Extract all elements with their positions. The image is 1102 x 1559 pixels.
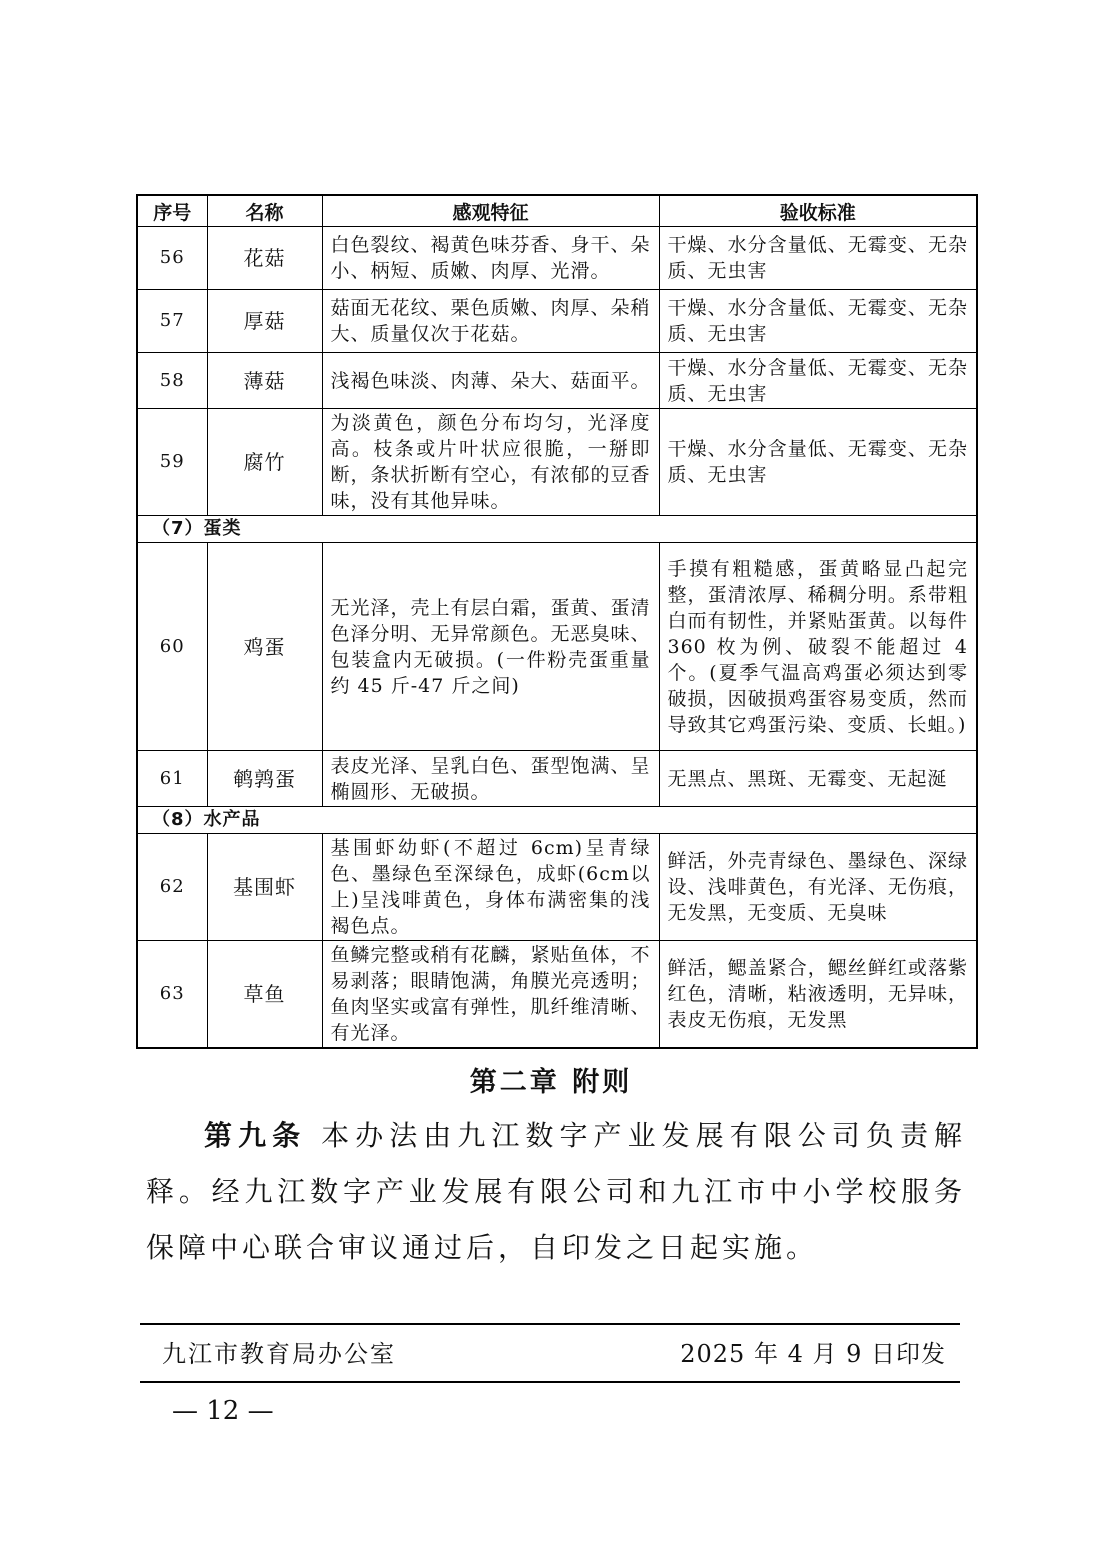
row-number: 61 [137, 751, 207, 807]
page-number: — 12 — [172, 1396, 274, 1426]
row-standard: 鲜活，外壳青绿色、墨绿色、深绿设、浅啡黄色，有光泽、无伤痕，无发黑，无变质、无臭味 [659, 834, 977, 941]
header-sensory: 感观特征 [322, 195, 659, 227]
header-standard: 验收标准 [659, 195, 977, 227]
row-standard: 干燥、水分含量低、无霉变、无杂质、无虫害 [659, 290, 977, 353]
table-row [137, 941, 977, 1049]
row-sensory: 无光泽，壳上有层白霜，蛋黄、蛋清色泽分明、无异常颜色。无恶臭味、包装盒内无破损。(一件粉壳蛋重量约 45 斤-47 斤之间) [322, 543, 659, 751]
header-name: 名称 [207, 195, 322, 227]
section-row [137, 807, 977, 834]
row-number: 58 [137, 353, 207, 409]
row-sensory: 鱼鳞完整或稍有花麟，紧贴鱼体，不易剥落；眼睛饱满，角膜光亮透明；鱼肉坚实或富有弹性，肌纤维清晰、有光泽。 [322, 941, 659, 1049]
table-header-row [137, 195, 977, 227]
footer-bottom-rule [140, 1381, 960, 1383]
issuer-office: 九江市教育局办公室 [162, 1340, 396, 1368]
article-text: 本办法由九江数字产业发展有限公司负责解释。经九江数字产业发展有限公司和九江市中小学校服务保障中心联合审议通过后，自印发之日起实施。 [146, 1119, 966, 1264]
footer-top-rule [140, 1323, 960, 1325]
row-standard: 鲜活，鳃盖紧合，鳃丝鲜红或落紫红色，清晰，粘液透明，无异味，表皮无伤痕，无发黑 [659, 941, 977, 1049]
section-aquatic: （8）水产品 [137, 807, 977, 834]
row-name: 鸡蛋 [207, 543, 322, 751]
article-label: 第九条 [202, 1119, 307, 1152]
row-sensory: 表皮光泽、呈乳白色、蛋型饱满、呈椭圆形、无破损。 [322, 751, 659, 807]
article-paragraph [146, 1108, 966, 1276]
header-number: 序号 [137, 195, 207, 227]
row-standard: 干燥、水分含量低、无霉变、无杂质、无虫害 [659, 353, 977, 409]
row-sensory: 为淡黄色，颜色分布均匀，光泽度高。枝条或片叶状应很脆，一掰即断，条状折断有空心，有浓郁的豆香味，没有其他异味。 [322, 409, 659, 516]
row-sensory: 浅褐色味淡、肉薄、朵大、菇面平。 [322, 353, 659, 409]
row-number: 57 [137, 290, 207, 353]
row-name: 腐竹 [207, 409, 322, 516]
row-standard: 手摸有粗糙感，蛋黄略显凸起完整，蛋清浓厚、稀稠分明。系带粗白而有韧性，并紧贴蛋黄。以每件 360 枚为例、破裂不能超过 4 个。(夏季气温高鸡蛋必须达到零破损，因破损鸡蛋容易变质，然而导致其它鸡蛋污染、变质、长蛆。) [659, 543, 977, 751]
table-row [137, 543, 977, 751]
row-standard: 无黑点、黑斑、无霉变、无起涎 [659, 751, 977, 807]
table-row [137, 409, 977, 516]
issue-date: 2025 年 4 月 9 日印发 [680, 1340, 946, 1368]
row-number: 59 [137, 409, 207, 516]
row-sensory: 菇面无花纹、栗色质嫩、肉厚、朵稍大、质量仅次于花菇。 [322, 290, 659, 353]
row-number: 60 [137, 543, 207, 751]
section-row [137, 516, 977, 543]
section-eggs: （7）蛋类 [137, 516, 977, 543]
inspection-standards-table [136, 194, 978, 1049]
table-row [137, 751, 977, 807]
row-sensory: 基围虾幼虾(不超过 6cm)呈青绿色、墨绿色至深绿色，成虾(6cm以上)呈浅啡黄色，身体布满密集的浅褐色点。 [322, 834, 659, 941]
row-sensory: 白色裂纹、褐黄色味芬香、身干、朵小、柄短、质嫩、肉厚、光滑。 [322, 227, 659, 290]
row-number: 56 [137, 227, 207, 290]
row-name: 薄菇 [207, 353, 322, 409]
row-number: 62 [137, 834, 207, 941]
row-standard: 干燥、水分含量低、无霉变、无杂质、无虫害 [659, 227, 977, 290]
row-name: 花菇 [207, 227, 322, 290]
row-name: 厚菇 [207, 290, 322, 353]
row-name: 鹌鹑蛋 [207, 751, 322, 807]
row-number: 63 [137, 941, 207, 1049]
table-row [137, 353, 977, 409]
table-row [137, 227, 977, 290]
row-name: 草鱼 [207, 941, 322, 1049]
row-name: 基围虾 [207, 834, 322, 941]
row-standard: 干燥、水分含量低、无霉变、无杂质、无虫害 [659, 409, 977, 516]
table-row [137, 290, 977, 353]
chapter-title: 第二章 附则 [469, 1067, 633, 1098]
table-row [137, 834, 977, 941]
